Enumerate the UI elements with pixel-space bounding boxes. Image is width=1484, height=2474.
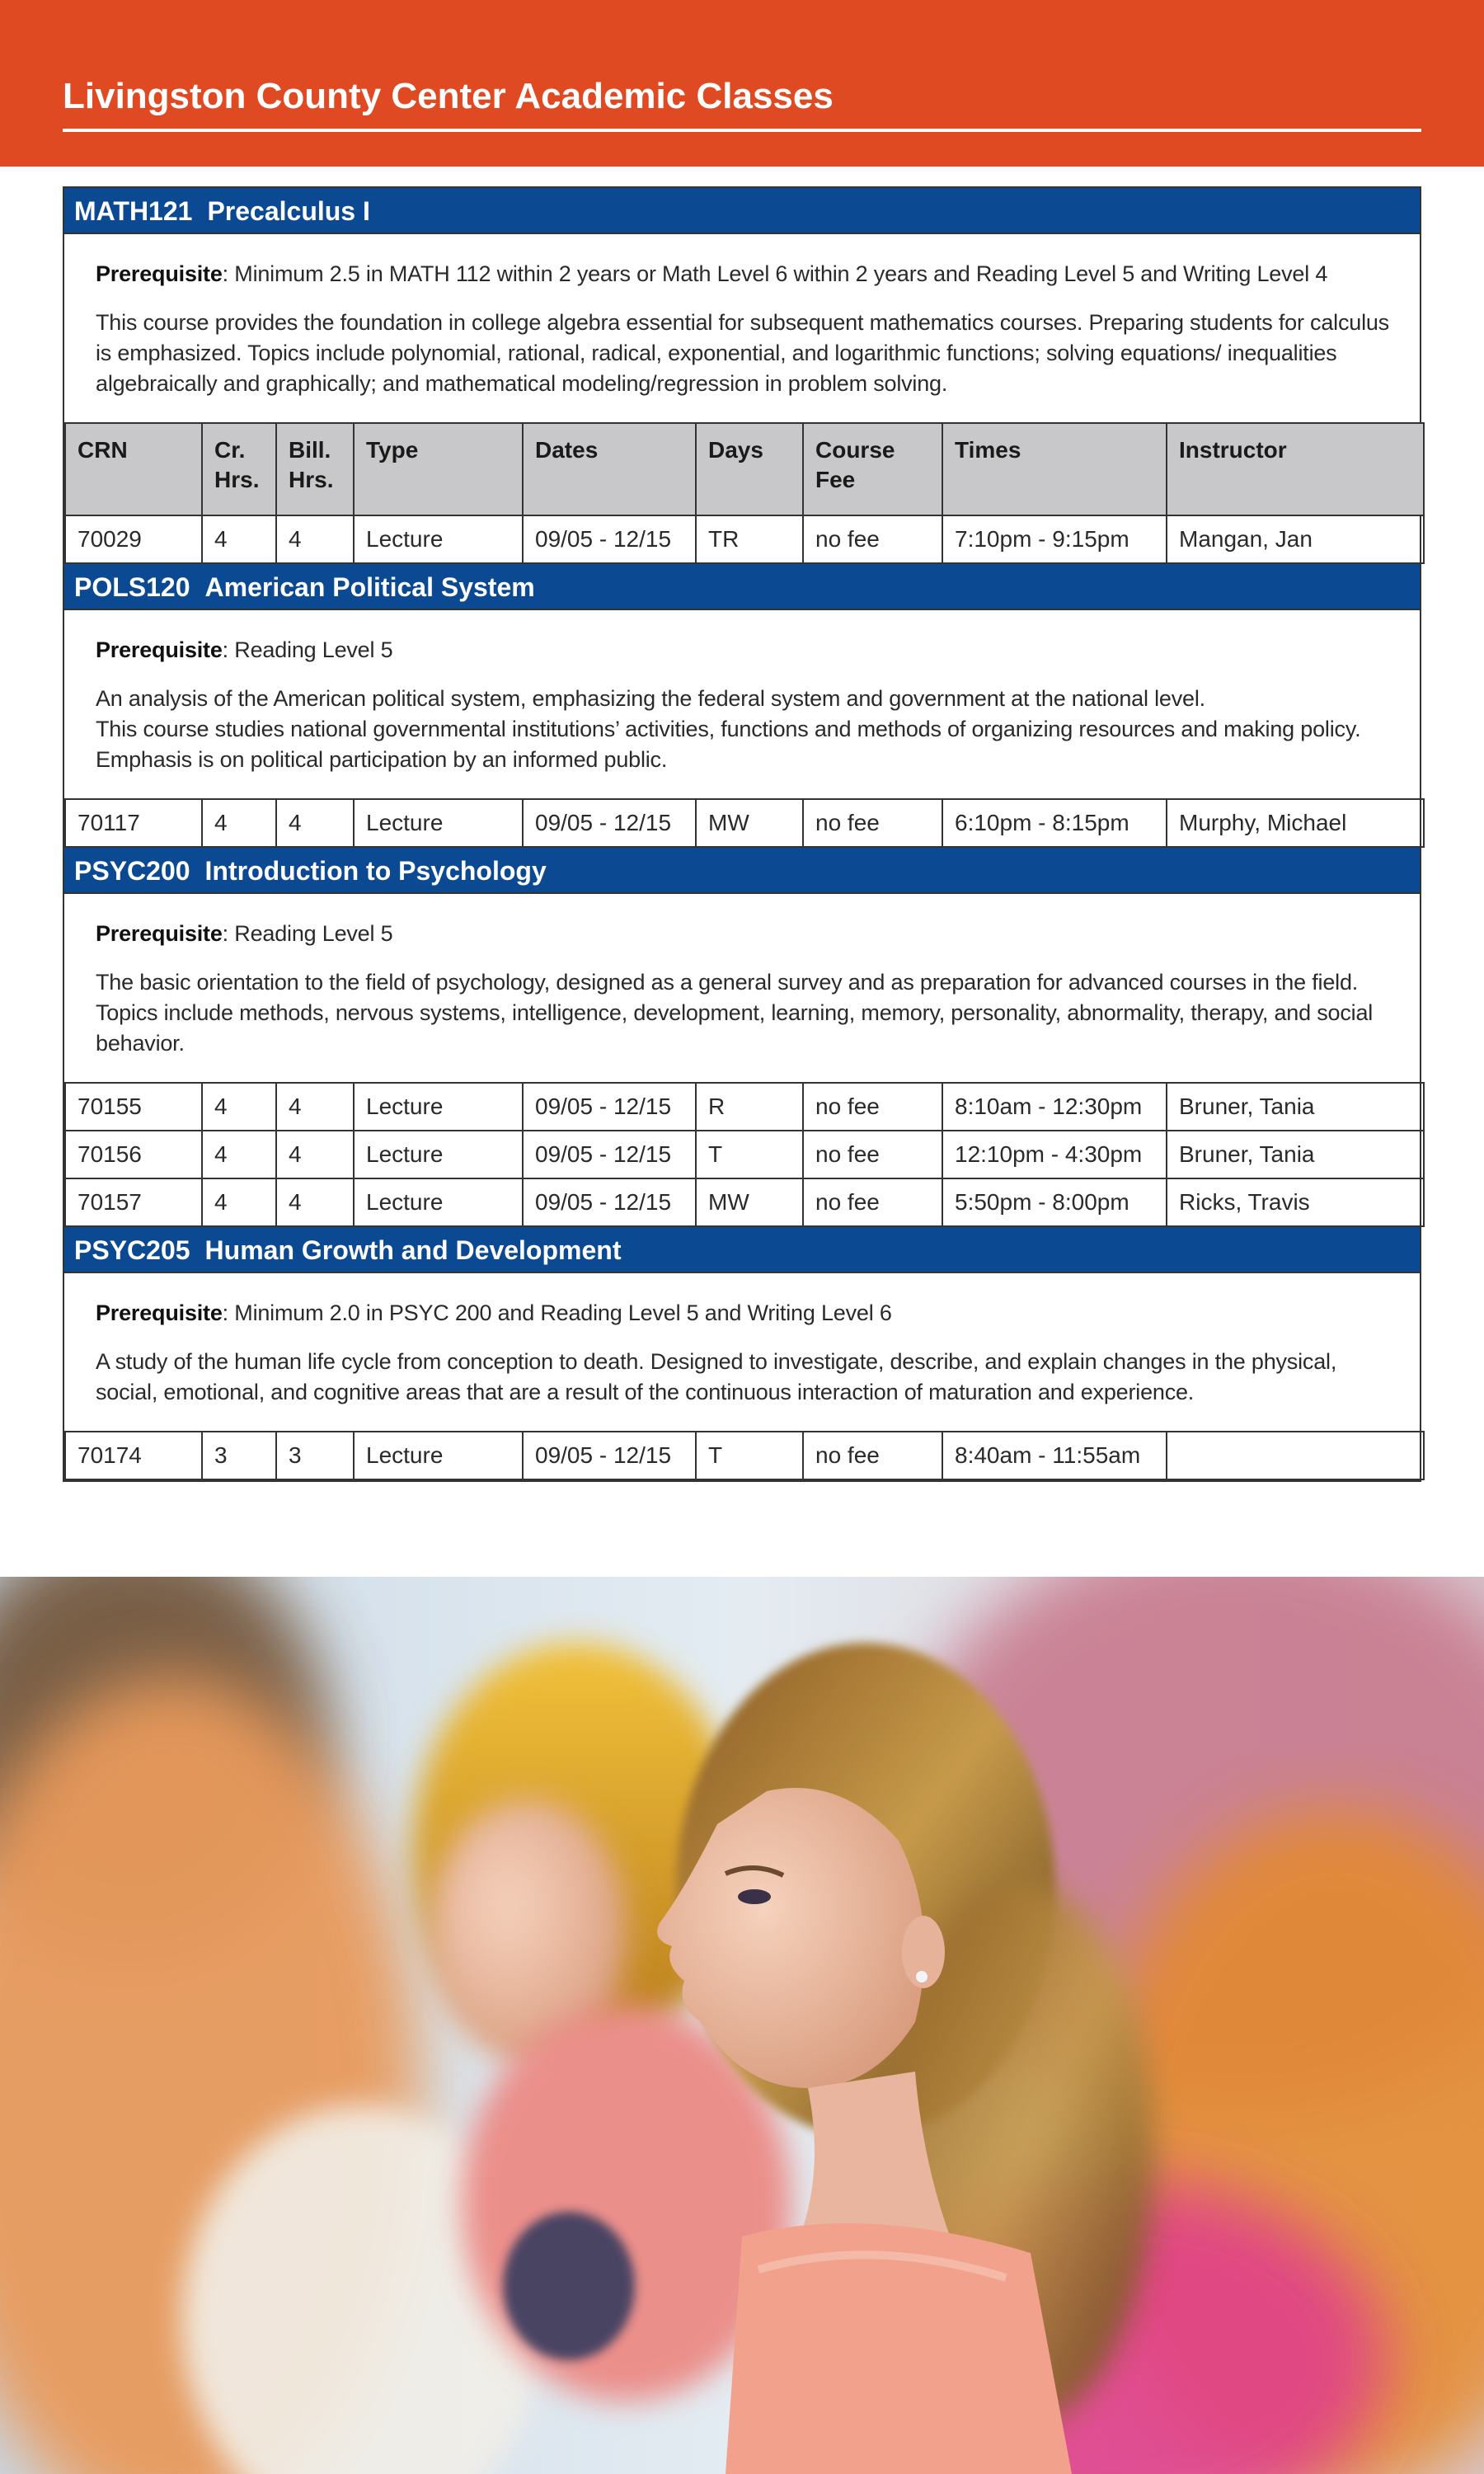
header-band	[0, 0, 1484, 167]
course-title: Human Growth and Development	[204, 1235, 622, 1265]
cell-cr-hrs: 4	[202, 1178, 276, 1226]
cell-crn: 70155	[65, 1083, 202, 1131]
cell-bill-hrs: 4	[276, 1083, 354, 1131]
description-paragraph: An analysis of the American political system, emphasizing the federal system and government at the national level.	[96, 686, 1205, 711]
column-header-days: Days	[696, 423, 803, 515]
cell-instructor: Mangan, Jan	[1167, 515, 1424, 563]
cell-times: 6:10pm - 8:15pm	[942, 799, 1167, 847]
table-row	[65, 1131, 1424, 1178]
course-description	[96, 684, 1395, 775]
cell-cr-hrs: 4	[202, 799, 276, 847]
course-description	[96, 967, 1395, 1059]
course-description-block	[64, 610, 1420, 798]
prerequisite-text: : Reading Level 5	[222, 921, 393, 946]
page-title: Livingston County Center Academic Classes	[63, 76, 834, 116]
description-paragraph: The basic orientation to the field of psychology, designed as a general survey and as preparation for advanced courses in the field. Topics include methods, nervous systems, intelligence, development, learning, memory, personality, abnormality, therapy, and social behavior.	[96, 970, 1374, 1056]
cell-crn: 70174	[65, 1432, 202, 1479]
cell-days: R	[696, 1083, 803, 1131]
cell-times: 8:40am - 11:55am	[942, 1432, 1167, 1479]
cell-dates: 09/05 - 12/15	[523, 1178, 696, 1226]
cell-bill-hrs: 4	[276, 515, 354, 563]
cell-instructor: Bruner, Tania	[1167, 1131, 1424, 1178]
column-header-course-fee: Course Fee	[803, 423, 942, 515]
cell-dates: 09/05 - 12/15	[523, 1432, 696, 1479]
course-header	[64, 848, 1420, 894]
course-title: Precalculus I	[207, 196, 370, 226]
cell-fee: no fee	[803, 1083, 942, 1131]
description-paragraph: This course studies national governmental institutions’ activities, functions and methods of organizing resources and making policy. Emphasis is on political participation by an informed public.	[96, 717, 1361, 772]
column-header-dates: Dates	[523, 423, 696, 515]
column-header-times: Times	[942, 423, 1167, 515]
course-header	[64, 188, 1420, 234]
column-header-crn: CRN	[65, 423, 202, 515]
cell-days: MW	[696, 1178, 803, 1226]
cell-bill-hrs: 4	[276, 799, 354, 847]
cell-times: 5:50pm - 8:00pm	[942, 1178, 1167, 1226]
course-code: PSYC200	[74, 856, 190, 886]
cell-crn: 70029	[65, 515, 202, 563]
header-divider	[63, 129, 1421, 132]
cell-type: Lecture	[354, 1131, 523, 1178]
table-row	[65, 515, 1424, 563]
cell-bill-hrs: 4	[276, 1178, 354, 1226]
section-table	[64, 1082, 1425, 1227]
course-schedule	[63, 186, 1421, 1482]
prerequisite-label: Prerequisite	[96, 1300, 223, 1325]
cell-fee: no fee	[803, 1131, 942, 1178]
course-code: MATH121	[74, 196, 193, 226]
cell-times: 7:10pm - 9:15pm	[942, 515, 1167, 563]
cell-crn: 70156	[65, 1131, 202, 1178]
table-row	[65, 799, 1424, 847]
course-code: POLS120	[74, 572, 190, 602]
cell-crn: 70117	[65, 799, 202, 847]
prerequisite-text: : Minimum 2.0 in PSYC 200 and Reading Level 5 and Writing Level 6	[222, 1300, 892, 1325]
cell-dates: 09/05 - 12/15	[523, 1131, 696, 1178]
cell-type: Lecture	[354, 799, 523, 847]
cell-type: Lecture	[354, 515, 523, 563]
cell-days: MW	[696, 799, 803, 847]
prerequisite	[96, 635, 1395, 666]
cell-dates: 09/05 - 12/15	[523, 515, 696, 563]
cell-dates: 09/05 - 12/15	[523, 799, 696, 847]
cell-type: Lecture	[354, 1178, 523, 1226]
description-paragraph: This course provides the foundation in college algebra essential for subsequent mathematics courses. Preparing students for calculus is emphasized. Topics include polynomial, rational, radical, exponential, and logarithmic functions; solving equations/ inequalities algebraically and graphically; and mathematical modeling/regression in problem solving.	[96, 310, 1389, 396]
description-paragraph: A study of the human life cycle from conception to death. Designed to investigate, describe, and explain changes in the physical, social, emotional, and cognitive areas that are a result of the continuous interaction of maturation and experience.	[96, 1349, 1337, 1404]
cell-instructor: Ricks, Travis	[1167, 1178, 1424, 1226]
column-header-type: Type	[354, 423, 523, 515]
cell-fee: no fee	[803, 1432, 942, 1479]
table-row	[65, 1178, 1424, 1226]
column-header-instructor: Instructor	[1167, 423, 1424, 515]
cell-days: T	[696, 1131, 803, 1178]
prerequisite-text: : Minimum 2.5 in MATH 112 within 2 years or Math Level 6 within 2 years and Reading Level 5 and Writing Level 4	[222, 261, 1328, 286]
cell-crn: 70157	[65, 1178, 202, 1226]
section-table	[64, 422, 1425, 564]
course-description	[96, 1347, 1395, 1408]
course-header	[64, 1227, 1420, 1273]
cell-days: T	[696, 1432, 803, 1479]
cell-cr-hrs: 4	[202, 515, 276, 563]
column-header-cr-hrs: Cr. Hrs.	[202, 423, 276, 515]
cell-fee: no fee	[803, 1178, 942, 1226]
cell-cr-hrs: 3	[202, 1432, 276, 1479]
prerequisite-label: Prerequisite	[96, 637, 223, 662]
course-title: Introduction to Psychology	[204, 856, 547, 886]
course-description	[96, 308, 1395, 399]
cell-instructor: Bruner, Tania	[1167, 1083, 1424, 1131]
students-photo	[0, 1577, 1484, 2474]
cell-bill-hrs: 3	[276, 1432, 354, 1479]
course-header	[64, 564, 1420, 610]
section-table	[64, 1431, 1425, 1480]
prerequisite	[96, 259, 1395, 289]
cell-type: Lecture	[354, 1432, 523, 1479]
course-description-block	[64, 894, 1420, 1082]
prerequisite	[96, 1298, 1395, 1329]
cell-bill-hrs: 4	[276, 1131, 354, 1178]
cell-dates: 09/05 - 12/15	[523, 1083, 696, 1131]
cell-fee: no fee	[803, 799, 942, 847]
prerequisite	[96, 919, 1395, 949]
cell-times: 12:10pm - 4:30pm	[942, 1131, 1167, 1178]
table-row	[65, 1083, 1424, 1131]
cell-cr-hrs: 4	[202, 1083, 276, 1131]
cell-times: 8:10am - 12:30pm	[942, 1083, 1167, 1131]
prerequisite-label: Prerequisite	[96, 921, 223, 946]
cell-instructor: Murphy, Michael	[1167, 799, 1424, 847]
cell-instructor	[1167, 1432, 1424, 1479]
course-description-block	[64, 1273, 1420, 1431]
prerequisite-text: : Reading Level 5	[222, 637, 393, 662]
section-table	[64, 798, 1425, 848]
cell-type: Lecture	[354, 1083, 523, 1131]
cell-fee: no fee	[803, 515, 942, 563]
cell-days: TR	[696, 515, 803, 563]
column-header-bill-hrs: Bill. Hrs.	[276, 423, 354, 515]
course-code: PSYC205	[74, 1235, 190, 1265]
cell-cr-hrs: 4	[202, 1131, 276, 1178]
table-row	[65, 1432, 1424, 1479]
course-title: American Political System	[204, 572, 535, 602]
table-header-row	[65, 423, 1424, 515]
prerequisite-label: Prerequisite	[96, 261, 223, 286]
course-description-block	[64, 234, 1420, 422]
